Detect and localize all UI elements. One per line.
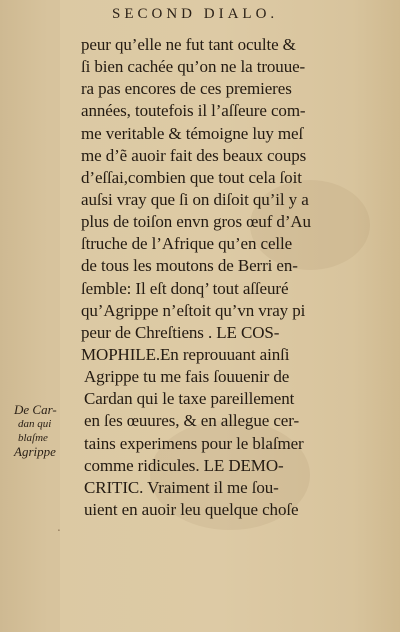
text-line: en ſes œuures, & en allegue cer- bbox=[84, 411, 300, 431]
text-line: tains experimens pour le blaſmer bbox=[84, 433, 304, 453]
text-line: Cardan qui le taxe pareillement bbox=[84, 389, 295, 409]
marginal-note-line: Agrippe bbox=[14, 444, 56, 459]
text-line: années, toutefois il l’aſſeure com- bbox=[81, 101, 306, 121]
paper-stain bbox=[0, 0, 60, 632]
text-line: qu’Agrippe n’eſtoit qu’vn vray pi bbox=[81, 300, 306, 320]
text-line: ſi bien cachée qu’on ne la trouue- bbox=[81, 57, 306, 77]
marginal-note bbox=[14, 403, 82, 459]
text-line: CRITIC. Vraiment il me ſou- bbox=[84, 477, 279, 497]
running-head: SECOND DIALO. bbox=[112, 6, 279, 22]
text-line: uient en auoir leu quelque choſe bbox=[84, 499, 299, 519]
text-line: ſtruche de l’Afrique qu’en celle bbox=[81, 234, 293, 254]
text-line: MOPHILE.En reprouuant ainſi bbox=[81, 344, 290, 364]
text-line: plus de toiſon envn gros œuf d’Au bbox=[81, 212, 311, 232]
text-line: Agrippe tu me fais ſouuenir de bbox=[84, 367, 290, 387]
text-line: ra pas encores de ces premieres bbox=[81, 79, 292, 99]
text-line: ſemble: Il eſt donq’ tout aſſeuré bbox=[81, 278, 289, 298]
text-line: de tous les moutons de Berri en- bbox=[81, 256, 298, 276]
text-line: comme ridicules. LE DEMO- bbox=[84, 455, 284, 475]
text-line: peur qu’elle ne fut tant oculte & bbox=[81, 35, 296, 54]
text-line: auſsi vray que ſi on diſoit qu’il y a bbox=[81, 189, 309, 209]
marginal-note-line: De Car- bbox=[14, 402, 57, 417]
main-text bbox=[81, 34, 371, 521]
text-line: me veritable & témoigne luy meſ bbox=[81, 123, 304, 143]
text-line: peur de Chreſtiens . LE COS- bbox=[81, 322, 280, 342]
marginal-note-line: dan qui bbox=[18, 418, 52, 430]
marginal-note-line: blaſme bbox=[18, 432, 48, 444]
text-line: me d’ẽ auoir fait des beaux coups bbox=[81, 145, 307, 165]
text-line: d’eſſai,combien que tout cela ſoit bbox=[81, 167, 302, 187]
ink-mark: . bbox=[57, 520, 61, 534]
